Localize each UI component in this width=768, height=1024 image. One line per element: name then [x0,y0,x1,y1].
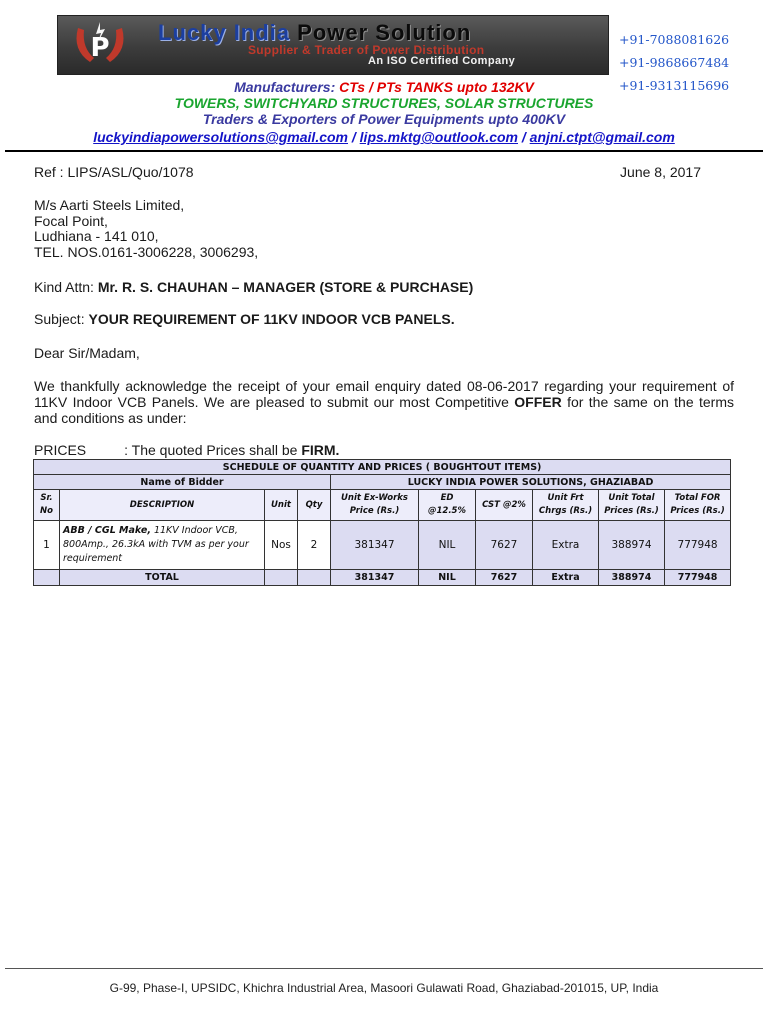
column-header: Unit Ex-Works Price (Rs.) [331,490,419,521]
offer-text: OFFER [514,394,562,410]
subject-line [34,311,455,327]
subject-value: YOUR REQUIREMENT OF 11KV INDOOR VCB PANELS. [88,311,455,327]
recipient-address [34,198,258,260]
letter-date: June 8, 2017 [620,164,701,180]
cell-blank [265,570,298,586]
body-paragraph [34,378,734,426]
cell-exworks: 381347 [331,521,419,570]
traders-line: Traders & Exporters of Power Equipments upto 400KV [202,111,566,127]
manufacturers-label: Manufacturers: [234,79,340,95]
bidder-value: LUCKY INDIA POWER SOLUTIONS, GHAZIABAD [331,475,731,490]
brand-part-1: Lucky India [158,20,291,45]
manufacturers-value: CTs / PTs TANKS upto 132KV [339,79,534,95]
footer-address: G-99, Phase-I, UPSIDC, Khichra Industrial Area, Masoori Gulawati Road, Ghaziabad-201015, UP, India [109,981,659,995]
footer-divider [5,968,763,969]
address-line: M/s Aarti Steels Limited, [34,197,185,213]
address-line: Focal Point, [34,212,108,229]
attn-value: Mr. R. S. CHAUHAN – MANAGER (STORE & PURCHASE) [97,279,474,295]
column-header: Unit [265,490,298,521]
description-detail: 11KV Indoor VCB, 800Amp., 26.3kA with TVM as per your requirement [63,525,249,564]
address-line: TEL. NOS.0161-3006228, 3006293, [34,243,259,260]
description-make: ABB / CGL Make, [63,525,151,536]
brand-part-2: Power Solution [297,20,472,45]
column-header: Total FOR Prices (Rs.) [665,490,731,521]
column-header: DESCRIPTION [60,490,265,521]
cell-cst: 7627 [476,521,533,570]
total-exworks: 381347 [331,570,419,586]
prices-text: : The quoted Prices shall be [124,442,302,458]
cell-unit: Nos [265,521,298,570]
cell-freight: Extra [533,521,599,570]
email-link[interactable]: luckyindiapowersolutions@gmail.com [93,129,348,145]
company-tagline: Supplier & Trader of Power Distribution [248,43,485,57]
reference-number: Ref : LIPS/ASL/Quo/1078 [34,164,194,180]
email-line [0,129,768,145]
column-header: Unit Frt Chrgs (Rs.) [533,490,599,521]
salutation: Dear Sir/Madam, [34,345,140,361]
email-link[interactable]: lips.mktg@outlook.com [359,129,518,145]
iso-certified-text: An ISO Certified Company [368,55,516,67]
total-for: 777948 [665,570,731,586]
total-unit-total: 388974 [599,570,665,586]
svg-text:P: P [90,33,110,63]
phone-number: +91-7088081626 [619,32,730,47]
company-name [158,21,471,45]
cell-ed: NIL [419,521,476,570]
total-row [34,570,731,586]
header-divider [5,150,763,152]
manufacturers-line [0,79,768,95]
cell-sr: 1 [34,521,60,570]
prices-firm: FIRM. [301,442,340,458]
cell-blank [298,570,331,586]
column-header: Unit Total Prices (Rs.) [599,490,665,521]
table-title-row [34,460,731,475]
subject-label: Subject: [34,311,89,327]
column-header: ED @12.5% [419,490,476,521]
total-cst: 7627 [476,570,533,586]
table-row [34,521,731,570]
cell-description [60,521,265,570]
total-label: TOTAL [60,570,265,586]
table-title: SCHEDULE OF QUANTITY AND PRICES ( BOUGHTOUT ITEMS) [34,460,731,475]
attn-label: Kind Attn: [34,279,98,295]
column-header: Sr. No [34,490,60,521]
column-header: Qty [298,490,331,521]
cell-unit-total: 388974 [599,521,665,570]
paragraph-text: for the same on the terms and conditions as under: [34,394,734,426]
products-line: TOWERS, SWITCHYARD STRUCTURES, SOLAR STRUCTURES [174,95,594,111]
price-schedule-table [33,459,730,586]
bidder-row [34,475,731,490]
email-separator: / [348,129,360,145]
cell-total-for: 777948 [665,521,731,570]
prices-label: PRICES [34,442,87,458]
cell-qty: 2 [298,521,331,570]
company-logo-icon [70,20,130,70]
phone-number: +91-9868667484 [619,55,730,70]
bidder-label: Name of Bidder [34,475,331,490]
email-separator: / [518,129,530,145]
paragraph-text: We thankfully acknowledge the receipt of your email enquiry dated 08-06-2017 regarding your requirement of 11KV Indoor VCB Panels. We are pleased to submit our most Competitive [34,378,734,410]
total-freight: Extra [533,570,599,586]
phone-number: +91-9313115696 [619,78,730,93]
address-line: Ludhiana - 141 010, [34,228,159,244]
cell-blank [34,570,60,586]
table-header-row [34,490,731,521]
prices-line [34,442,339,458]
kind-attention [34,279,473,295]
email-link[interactable]: anjni.ctpt@gmail.com [529,129,675,145]
column-header: CST @2% [476,490,533,521]
total-ed: NIL [419,570,476,586]
